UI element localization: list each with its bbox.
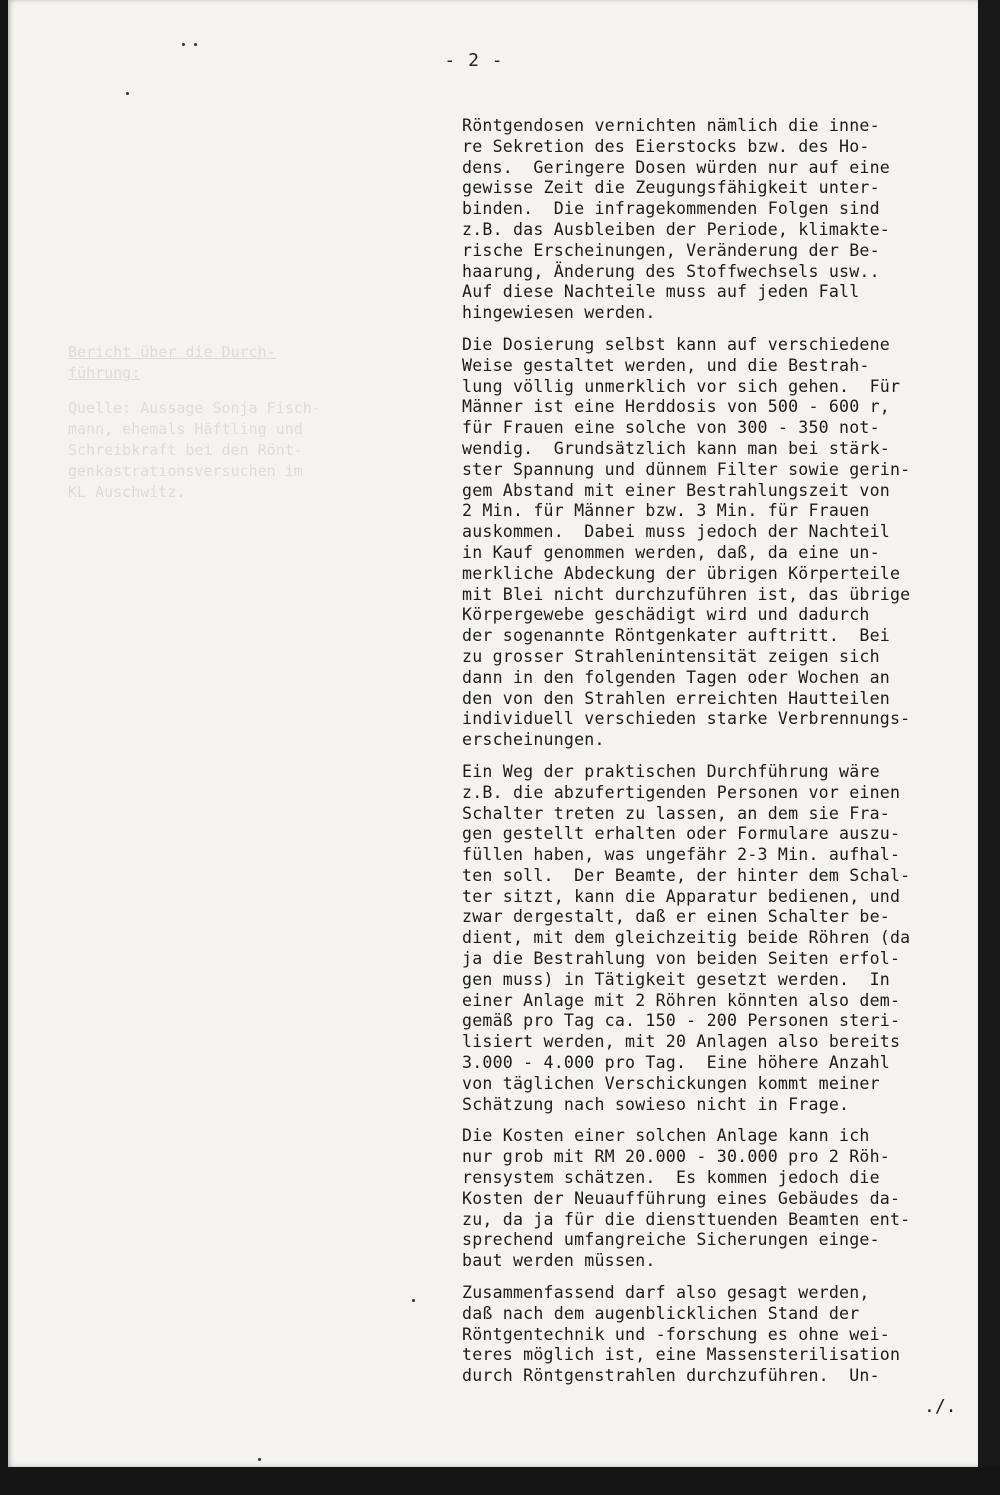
paragraph-5: Zusammenfassend darf also gesagt werden, daß nach dem augenblicklichen Stand der Röntgentechnik und -forschung es ohne wei- teres möglich ist, eine Massensterilisation durch Röntgenstrahlen durchzuführen. Un- [462, 1283, 901, 1386]
document-page [8, 0, 978, 1467]
scan-border-right [978, 0, 1000, 1495]
ink-speck [258, 1458, 261, 1461]
paragraph-4: Die Kosten einer solchen Anlage kann ich nur grob mit RM 20.000 - 30.000 pro 2 Röh- rensystem schätzen. Es kommen jedoch die Kosten der Neuaufführung eines Gebäudes da- zu, da ja für die diensttuenden Beamten ent- sprechend umfangreiche Sicherungen einge- baut werden müssen. [462, 1126, 911, 1271]
paragraph-3: Ein Weg der praktischen Durchführung wäre z.B. die abzufertigenden Personen vor einen Schalter treten zu lassen, an dem sie Fra- gen gestellt erhalten oder Formulare auszu- füllen haben, was ungefähr 2-3 Min. aufhal- ten soll. Der Beamte, der hinter dem Schal- ter sitzt, kann die Apparatur bedienen, und zwar dergestalt, daß er einen Schalter be- dient, mit dem gleichzeitig beide Röhren (da ja die Bestrahlung von beiden Seiten erfol- gen muss) in Tätigkeit gesetzt werden. In einer Anlage mit 2 Röhren könnten also dem- gemäß pro Tag ca. 150 - 200 Personen steri- lisiert werden, mit 20 Anlagen also bereits 3.000 - 4.000 pro Tag. Eine höhere Anzahl von täglichen Verschickungen kommt meiner Schätzung nach sowieso nicht in Frage. [462, 761, 911, 1114]
paragraph-2: Die Dosierung selbst kann auf verschiedene Weise gestaltet werden, und die Bestrah- lung völlig unmerklich vor sich gehen. Für Männer ist eine Herddosis von 500 - 600 r, für Frauen eine solche von 300 - 350 not- wendig. Grundsätzlich kann man bei stärk- ster Spannung und dünnem Filter sowie gerin- gem Abstand mit einer Bestrahlungszeit von 2 Min. für Männer bzw. 3 Min. für Frauen auskommen. Dabei muss jedoch der Nachteil in Kauf genommen werden, daß, da eine un- merkliche Abdeckung der übrigen Körperteile mit Blei nicht durchzuführen ist, das übrige Körpergewebe geschädigt wird und dadurch der sogenannte Röntgenkater auftritt. Bei zu grosser Strahlenintensität zeigen sich dann in den folgenden Tagen oder Wochen an den von den Strahlen erreichten Hautteilen individuell verschieden starke Verbrennungs- erscheinungen. [462, 334, 911, 750]
ink-speck [126, 92, 129, 95]
body-text [462, 116, 978, 1398]
continuation-mark: ./. [924, 1396, 957, 1417]
ink-speck [182, 43, 185, 46]
paragraph-1: Röntgendosen vernichten nämlich die inne- re Sekretion des Eierstocks bzw. des Ho- dens. Geringere Dosen würden nur auf eine gewisse Zeit die Zeugungsfähigkeit unter- binden. Die infragekommenden Folgen sind z.B. das Ausbleiben der Periode, klimakte- rische Erscheinungen, Veränderung der Be- haarung, Änderung des Stoffwechsels usw.. Auf diese Nachteile muss auf jeden Fall hingewiesen werden. [462, 116, 890, 323]
ink-speck [194, 43, 197, 46]
margin-note-source: Quelle: Aussage Sonja Fisch- mann, ehemals Häftling und Schreibkraft bei den Rönt- genkastrationsversuchen im KL Auschwitz. [68, 399, 321, 501]
page-number: - 2 - [444, 50, 504, 71]
margin-note-heading: Bericht über die Durch- führung: [68, 343, 276, 382]
scan-border-bottom [0, 1467, 1000, 1495]
ink-speck [412, 1299, 415, 1302]
